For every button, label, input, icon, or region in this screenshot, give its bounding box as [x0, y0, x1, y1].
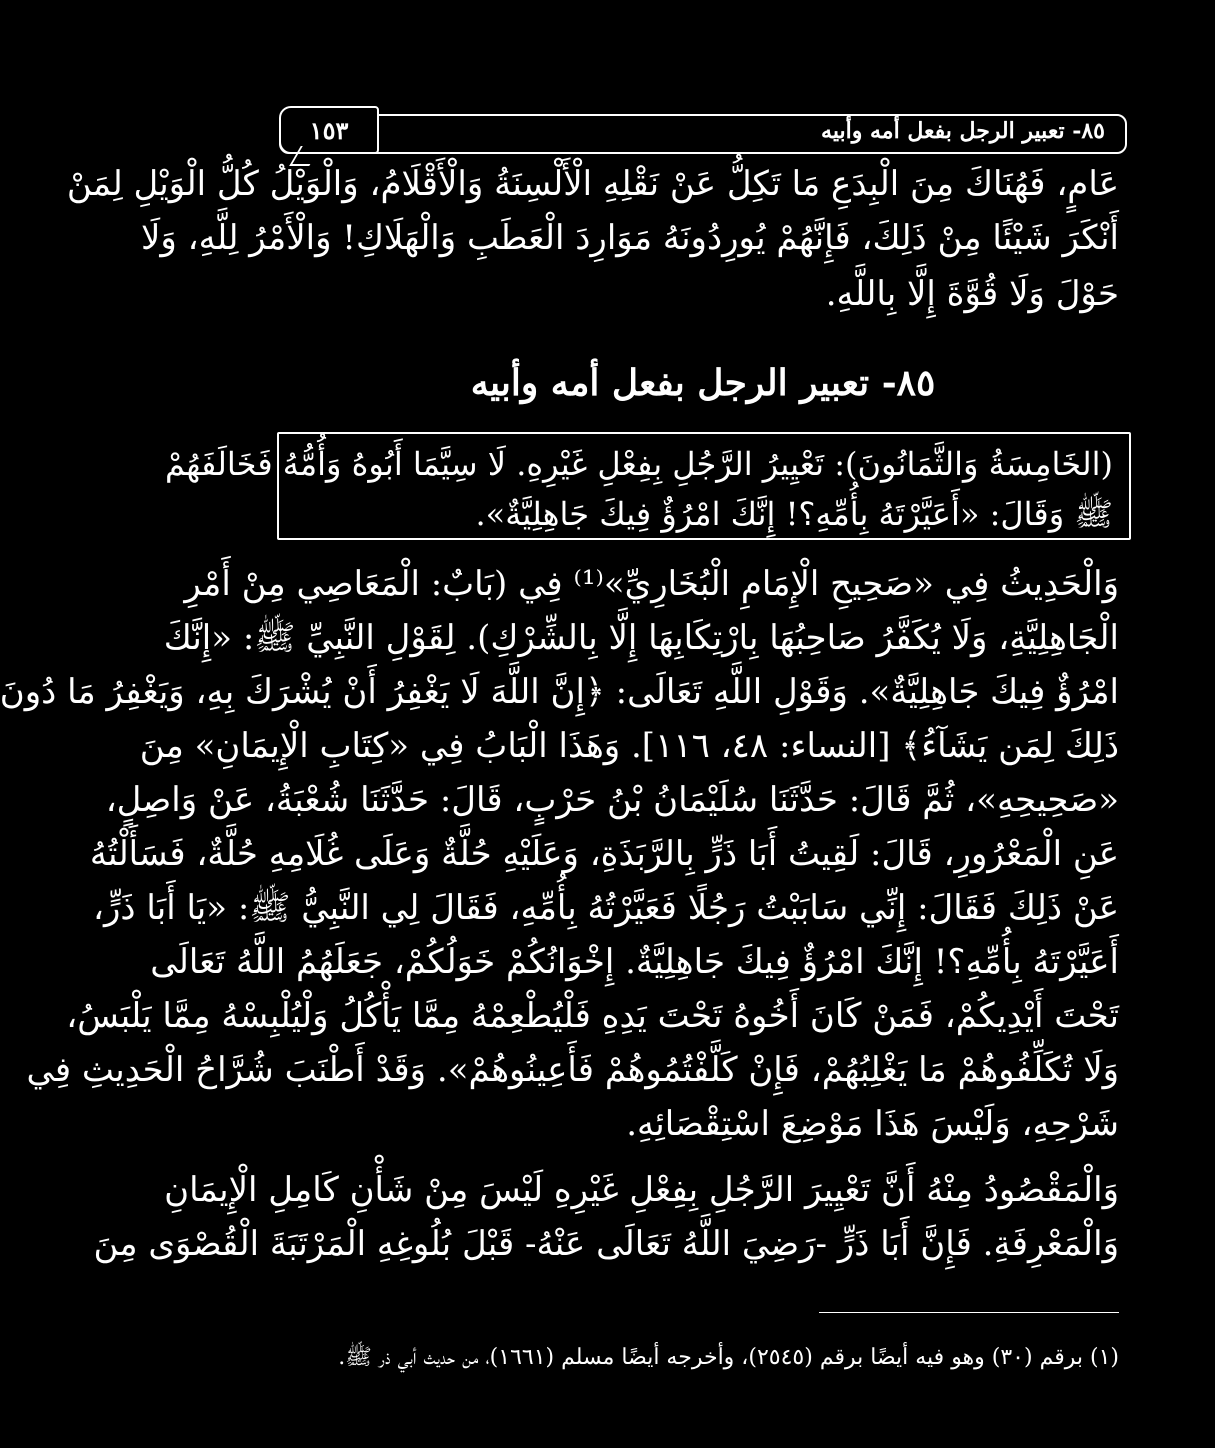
closing-line: وَالْمَعْرِفَةِ. فَإِنَّ أَبَا ذَرٍّ -رَضِيَ اللَّهُ تَعَالَى عَنْهُ- قَبْلَ بُلُوغِهِ الْمَرْتَبَةَ الْقُصْوَى مِنَ: [93, 1224, 1119, 1264]
body-line: امْرُؤٌ فِيكَ جَاهِلِيَّةٌ». وَقَوْلِ اللَّهِ تَعَالَى: ﴿إِنَّ اللَّهَ لَا يَغْفِرُ أَنْ يُشْرَكَ بِهِ، وَيَغْفِرُ مَا دُونَ: [0, 672, 1119, 712]
page-number: [279, 106, 379, 154]
footnote: (١) برقم (٣٠) وهو فيه أيضًا برقم (٢٥٤٥)، وأخرجه أيضًا مسلم (١٦٦١)، من حديث أبي ذر ﷺ.: [338, 1345, 1119, 1370]
closing-line: وَالْمَقْصُودُ مِنْهُ أَنَّ تَعْيِيرَ الرَّجُلِ بِفِعْلِ غَيْرِهِ لَيْسَ مِنْ شَأْنِ كَامِلِ الْإِيمَانِ: [164, 1170, 1119, 1210]
running-title: ٨٥- تعبير الرجل بفعل أمه وأبيه: [821, 118, 1105, 144]
body-line: تَحْتَ أَيْدِيكُمْ، فَمَنْ كَانَ أَخُوهُ تَحْتَ يَدِهِ فَلْيُطْعِمْهُ مِمَّا يَأْكُلُ وَلْيُلْبِسْهُ مِمَّا يَلْبَسُ،: [66, 996, 1119, 1036]
body-line: ذَلِكَ لِمَن يَشَآءُ﴾ [النساء: ٤٨، ١١٦]. وَهَذَا الْبَابُ فِي «كِتَابِ الْإِيمَانِ» مِنَ: [139, 726, 1119, 766]
body-line: «صَحِيحِهِ»، ثُمَّ قَالَ: حَدَّثَنَا سُلَيْمَانُ بْنُ حَرْبٍ، قَالَ: حَدَّثَنَا شُعْبَةُ، عَنْ وَاصِلٍ،: [105, 780, 1119, 820]
footnote-divider: [819, 1312, 1119, 1313]
intro-line: أَنْكَرَ شَيْئًا مِنْ ذَلِكَ، فَإِنَّهُمْ يُورِدُونَهُ مَوَارِدَ الْعَطَبِ وَالْهَلَاكِ! وَالْأَمْرُ لِلَّهِ، وَلَا: [141, 218, 1119, 258]
body-line: وَالْحَدِيثُ فِي «صَحِيحِ الْإِمَامِ الْبُخَارِيِّ»⁽¹⁾ فِي (بَابٌ: الْمَعَاصِي مِنْ أَمْرِ: [184, 564, 1119, 604]
page-number-text: ١٥٣: [309, 115, 349, 145]
body-line: عَنْ ذَلِكَ فَقَالَ: إِنِّي سَابَبْتُ رَجُلًا فَعَيَّرْتُهُ بِأُمِّهِ، فَقَالَ لِي النَّبِيُّ ﷺ: «يَا أَبَا ذَرٍّ،: [93, 888, 1119, 928]
intro-line: عَامٍ، فَهُنَاكَ مِنَ الْبِدَعِ مَا تَكِلُّ عَنْ نَقْلِهِ الْأَلْسِنَةُ وَالْأَقْلَامُ، وَالْوَيْلُ كُلُّ الْوَيْلِ لِمَنْ: [66, 164, 1119, 204]
summary-box: [164, 432, 1131, 540]
body-line: شَرْحِهِ، وَلَيْسَ هَذَا مَوْضِعَ اسْتِقْصَائِهِ.: [626, 1104, 1119, 1144]
summary-line: ﷺ وَقَالَ: «أَعَيَّرْتَهُ بِأُمِّهِ؟! إِنَّكَ امْرُؤٌ فِيكَ جَاهِلِيَّةٌ».: [475, 495, 1113, 533]
body-line: أَعَيَّرْتَهُ بِأُمِّهِ؟! إِنَّكَ امْرُؤٌ فِيكَ جَاهِلِيَّةٌ. إِخْوَانُكُمْ خَوَلُكُمْ، جَعَلَهُمُ اللَّهُ تَعَالَى: [150, 942, 1119, 982]
section-title: ٨٥- تعبير الرجل بفعل أمه وأبيه: [470, 362, 936, 404]
body-line: عَنِ الْمَعْرُورِ، قَالَ: لَقِيتُ أَبَا ذَرٍّ بِالرَّبَذَةِ، وَعَلَيْهِ حُلَّةٌ وَعَلَى غُلَامِهِ حُلَّةٌ، فَسَأَلْتُهُ: [89, 834, 1119, 874]
intro-line: حَوْلَ وَلَا قُوَّةَ إِلَّا بِاللَّهِ.: [825, 274, 1119, 314]
summary-line: (الخَامِسَةُ وَالثَّمَانُونَ): تَعْيِيرُ الرَّجُلِ بِفِعْلِ غَيْرِهِ. لَا سِيَّمَا أَبُوهُ وَأُمُّهُ فَخَالَفَهُمْ: [164, 445, 1113, 483]
body-line: الْجَاهِلِيَّةِ، وَلَا يُكَفَّرُ صَاحِبُهَا بِارْتِكَابِهَا إِلَّا بِالشِّرْكِ). لِقَوْلِ النَّبِيِّ ﷺ: «إِنَّكَ: [163, 618, 1119, 658]
body-line: وَلَا تُكَلِّفُوهُمْ مَا يَغْلِبُهُمْ، فَإِنْ كَلَّفْتُمُوهُمْ فَأَعِينُوهُمْ». وَقَدْ أَطْنَبَ شُرَّاحُ الْحَدِيثِ فِي: [26, 1050, 1119, 1090]
